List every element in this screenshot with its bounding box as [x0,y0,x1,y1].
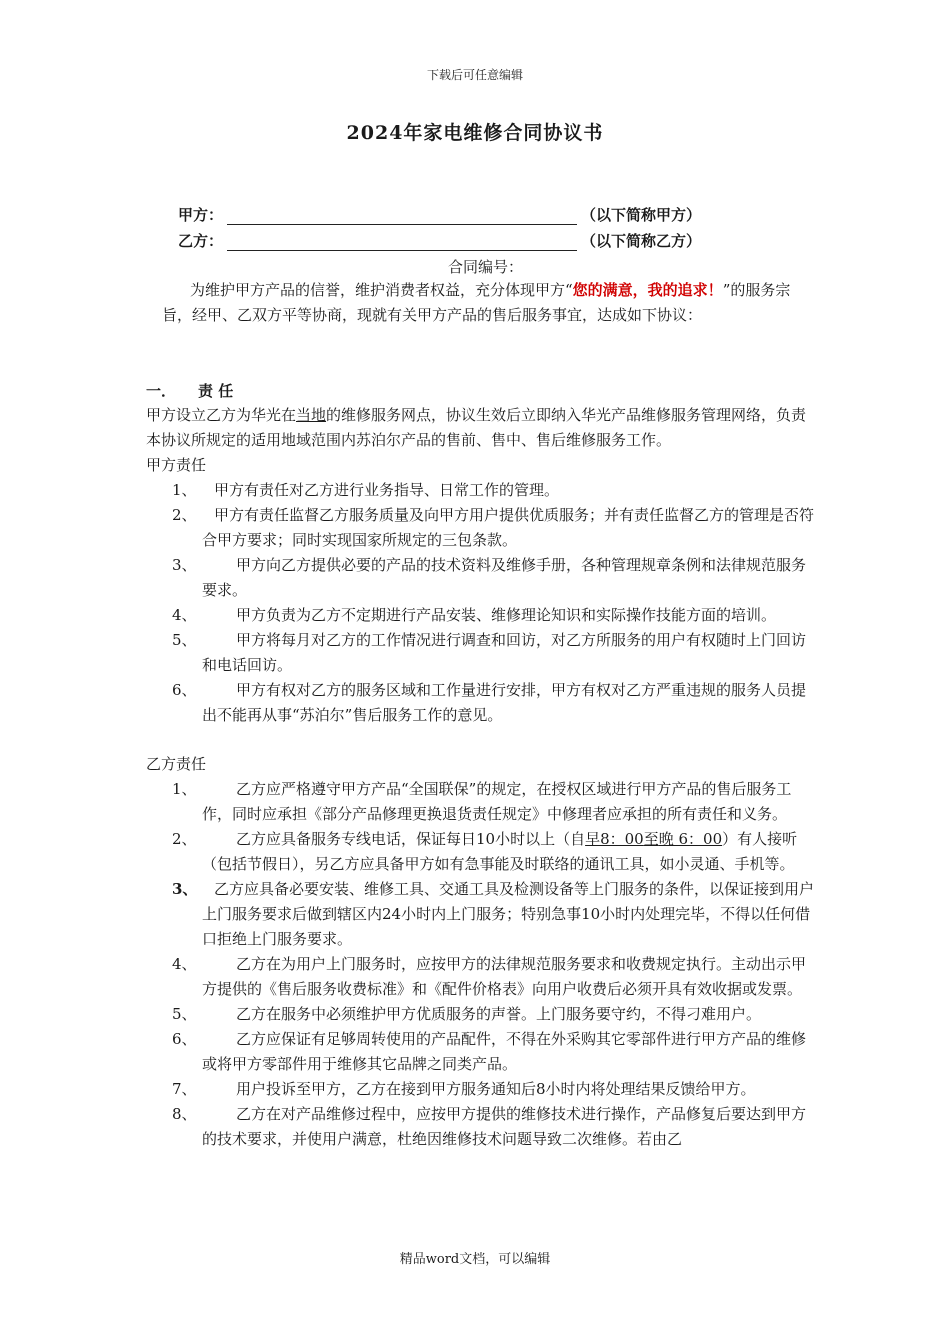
party-a-blank [227,208,577,225]
page-footer: 精品word文档，可以编辑 [399,1252,551,1267]
section-heading-responsibility [146,380,233,401]
intro-pre: 为维护甲方产品的信誉，维护消费者权益，充分体现甲方“ [190,281,573,299]
party-b-resp-heading: 乙方责任 [146,755,207,773]
party-a-label: 甲方： [178,206,224,224]
document-title: 2024年家电维修合同协议书 [346,122,604,144]
list-item: 5、 甲方将每月对乙方的工作情况进行调查和回访，对乙方所服务的用户有权随时上门回访和电话回访。 [172,631,807,674]
party-b-line [178,230,701,251]
service-time-from: 早8：00 [585,830,644,848]
list-item: 2、 甲方有责任监督乙方服务质量及向甲方用户提供优质服务；并有责任监督乙方的管理是否符合甲方要求；同时实现国家所规定的三包条款。 [172,506,815,549]
party-a-line [178,204,701,225]
list-item: 2、 乙方应具备服务专线电话，保证每日10小时以上（自早8：00至晚 6：00）有人接听（包括节假日），另乙方应具备甲方如有急事能及时联络的通讯工具，如小灵通、手机等。 [172,830,798,873]
contract-number: 合同编号： [448,258,524,276]
party-b-suffix: （以下简称乙方） [581,232,702,250]
page-header: 下载后可任意编辑 [426,68,523,82]
list-item: 3、 甲方向乙方提供必要的产品的技术资料及维修手册，各种管理规章条例和法律规范服务要求。 [172,556,807,599]
list-item: 3、 乙方应具备必要安装、维修工具、交通工具及检测设备等上门服务的条件，以保证接到用户上门服务要求后做到辖区内24小时内上门服务；特别急事10小时内处理完毕，不得以任何借口拒绝上门服务要求。 [172,880,815,948]
service-time-to: 晚 6：00 [658,830,723,848]
list-item: 5、 乙方在服务中必须维护甲方优质服务的声誉。上门服务要守约，不得刁难用户。 [172,1005,762,1023]
intro-paragraph [162,278,812,328]
list-item: 6、 甲方有权对乙方的服务区域和工作量进行安排，甲方有权对乙方严重违规的服务人员提出不能再从事“苏泊尔”售后服务工作的意见。 [172,681,807,724]
section-body: 甲方设立乙方为华光在当地的维修服务网点，协议生效后立即纳入华光产品维修服务管理网络，负责本协议所规定的适用地域范围内苏泊尔产品的售前、售中、售后维修服务工作。 [146,406,807,449]
party-a-resp-list [146,478,816,728]
list-item: 8、 乙方在对产品维修过程中，应按甲方提供的维修技术进行操作，产品修复后要达到甲方的技术要求，并使用户满意，杜绝因维修技术问题导致二次维修。若由乙 [172,1105,807,1148]
section-number: 一． [146,382,177,400]
list-item: 4、 乙方在为用户上门服务时，应按甲方的法律规范服务要求和收费规定执行。主动出示甲方提供的《售后服务收费标准》和《配件价格表》向用户收费后必须开具有效收据或发票。 [172,955,807,998]
list-item: 4、 甲方负责为乙方不定期进行产品安装、维修理论知识和实际操作技能方面的培训。 [172,606,777,624]
intro-post: ”的服务宗旨，经甲、乙双方平等协商，现就有关甲方产品的售后服务事宜，达成如下协议： [162,281,791,324]
list-item: 1、 乙方应严格遵守甲方产品“全国联保”的规定，在授权区域进行甲方产品的售后服务工作，同时应承担《部分产品修理更换退货责任规定》中修理者应承担的所有责任和义务。 [172,780,792,823]
list-item: 1、 甲方有责任对乙方进行业务指导、日常工作的管理。 [172,481,560,499]
party-b-resp-list [146,777,816,1152]
party-b-blank [227,234,577,251]
party-b-label: 乙方： [178,232,224,250]
underlined-locality: 当地 [296,406,327,424]
list-item: 6、 乙方应保证有足够周转使用的产品配件，不得在外采购其它零部件进行甲方产品的维修或将甲方零部件用于维修其它品牌之同类产品。 [172,1030,807,1073]
service-slogan: 您的满意，我的追求！ [572,281,723,299]
list-item: 7、 用户投诉至甲方，乙方在接到甲方服务通知后8小时内将处理结果反馈给甲方。 [172,1080,756,1098]
section-title: 责 任 [198,382,234,400]
party-a-resp-heading: 甲方责任 [146,456,207,474]
party-a-suffix: （以下简称甲方） [581,206,702,224]
